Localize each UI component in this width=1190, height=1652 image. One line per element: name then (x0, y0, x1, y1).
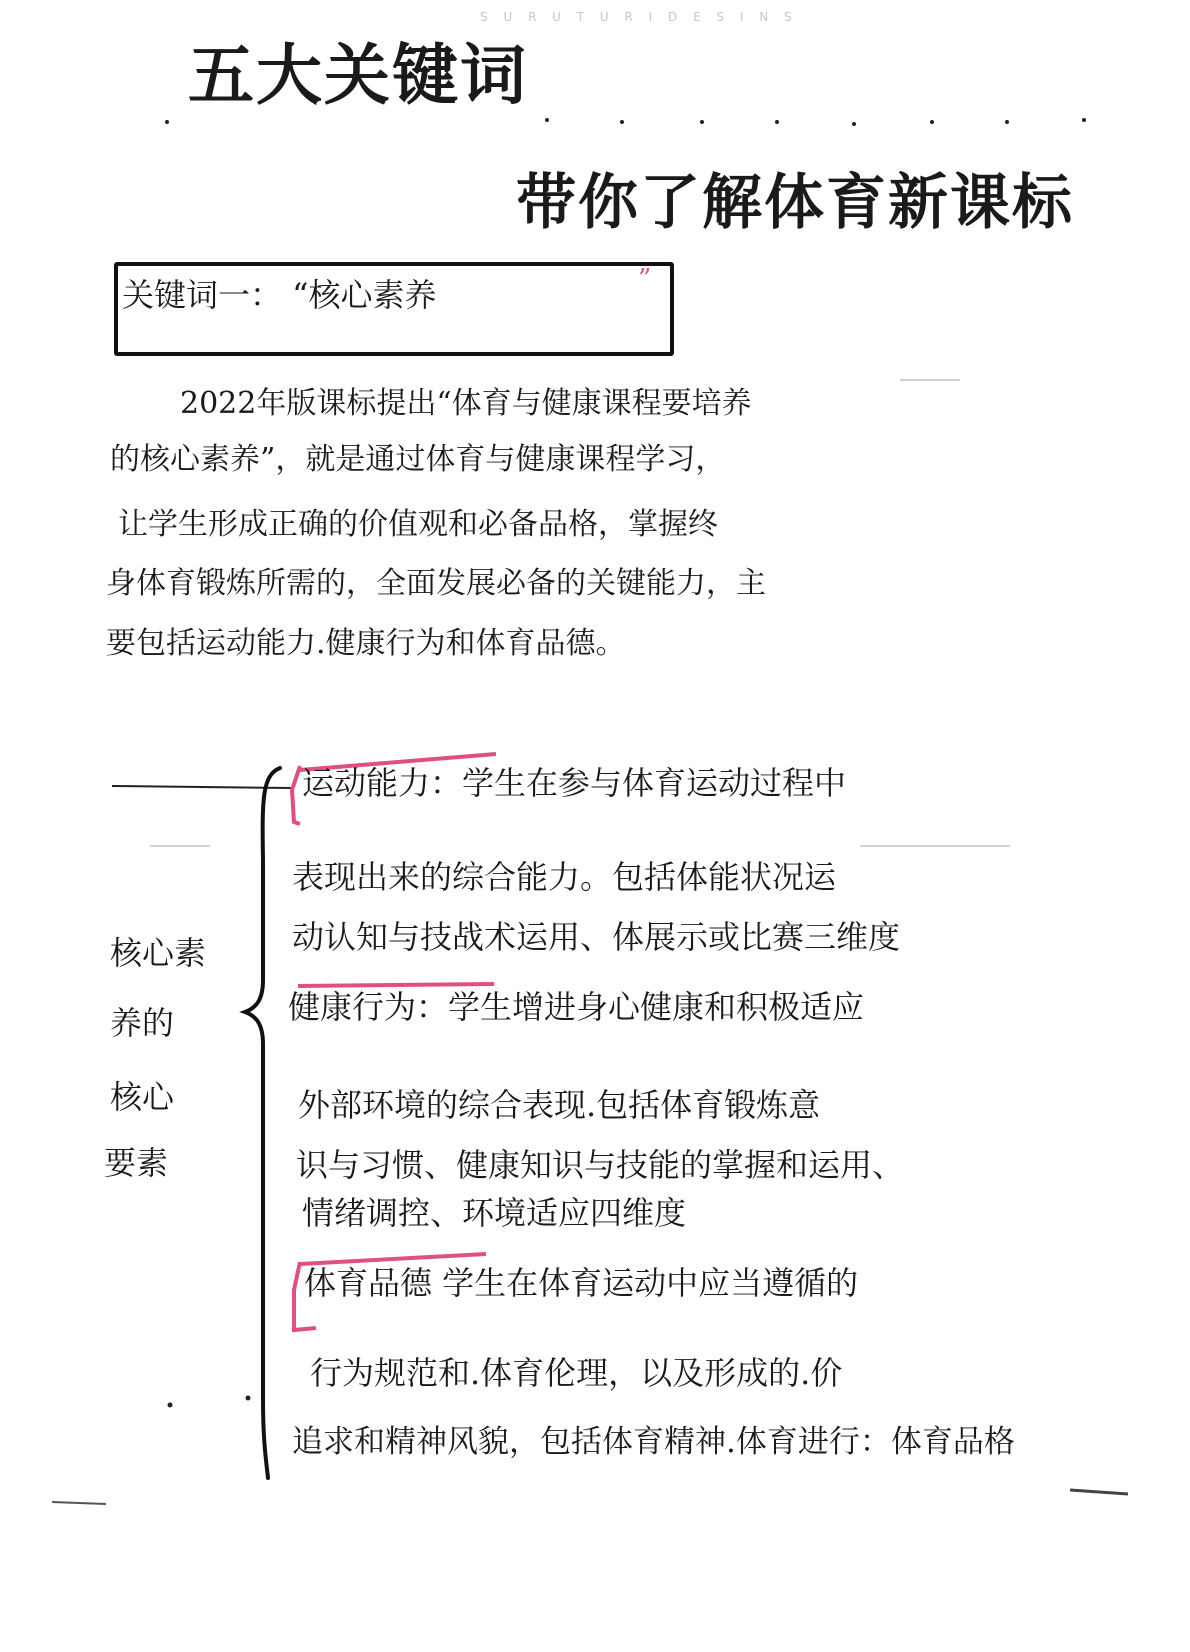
health-line-4: 情绪调控、环境适应四维度 (302, 1194, 687, 1232)
morality-line-3: 追求和精神风貌，包括体育精神.体育进行：体育品格 (292, 1424, 1015, 1460)
ability-line-3: 动认知与技战术运用、体展示或比赛三维度 (292, 918, 901, 956)
page-subtitle: 带你了解体育新课标 (516, 168, 1074, 238)
morality-line-1: 体育品德 学生在体育运动中应当遵循的 (304, 1264, 859, 1302)
side-label-line-3: 核心 (110, 1078, 175, 1116)
health-line-3: 识与习惯、健康知识与技能的掌握和运用、 (296, 1146, 905, 1184)
intro-line-2: 的核心素养”，就是通过体育与健康课程学习， (110, 442, 726, 477)
intro-line-1: 2022年版课标提出“体育与健康课程要培养 (180, 386, 752, 421)
side-label-line-1: 核心素 (110, 934, 207, 972)
ability-line-2: 表现出来的综合能力。包括体能状况运 (292, 858, 837, 896)
morality-line-2: 行为规范和.体育伦理，以及形成的.价 (310, 1354, 843, 1392)
intro-line-4: 身体育锻炼所需的，全面发展必备的关键能力，主 (106, 566, 766, 601)
keyword-closing-quote: ” (638, 264, 652, 294)
pink-underline-health (298, 984, 494, 986)
curly-brace (245, 768, 280, 1478)
pink-bracket-morality (300, 1254, 486, 1264)
side-label-line-2: 养的 (110, 1004, 175, 1042)
keyword-label: 关键词一： “核心素养 (122, 276, 437, 314)
faint-header-text: S U R U T U R I D E S I N S (480, 10, 798, 24)
side-label-line-4: 要素 (104, 1144, 169, 1182)
intro-line-5: 要包括运动能力.健康行为和体育品德。 (106, 626, 626, 661)
health-line-2: 外部环境的综合表现.包括体育锻炼意 (298, 1086, 821, 1124)
health-line-1: 健康行为：学生增进身心健康和积极适应 (288, 988, 865, 1026)
ability-line-1: 运动能力：学生在参与体育运动过程中 (302, 764, 847, 802)
page-title: 五大关键词 (188, 37, 528, 114)
intro-line-3: 让学生形成正确的价值观和必备品格，掌握终 (118, 507, 718, 542)
